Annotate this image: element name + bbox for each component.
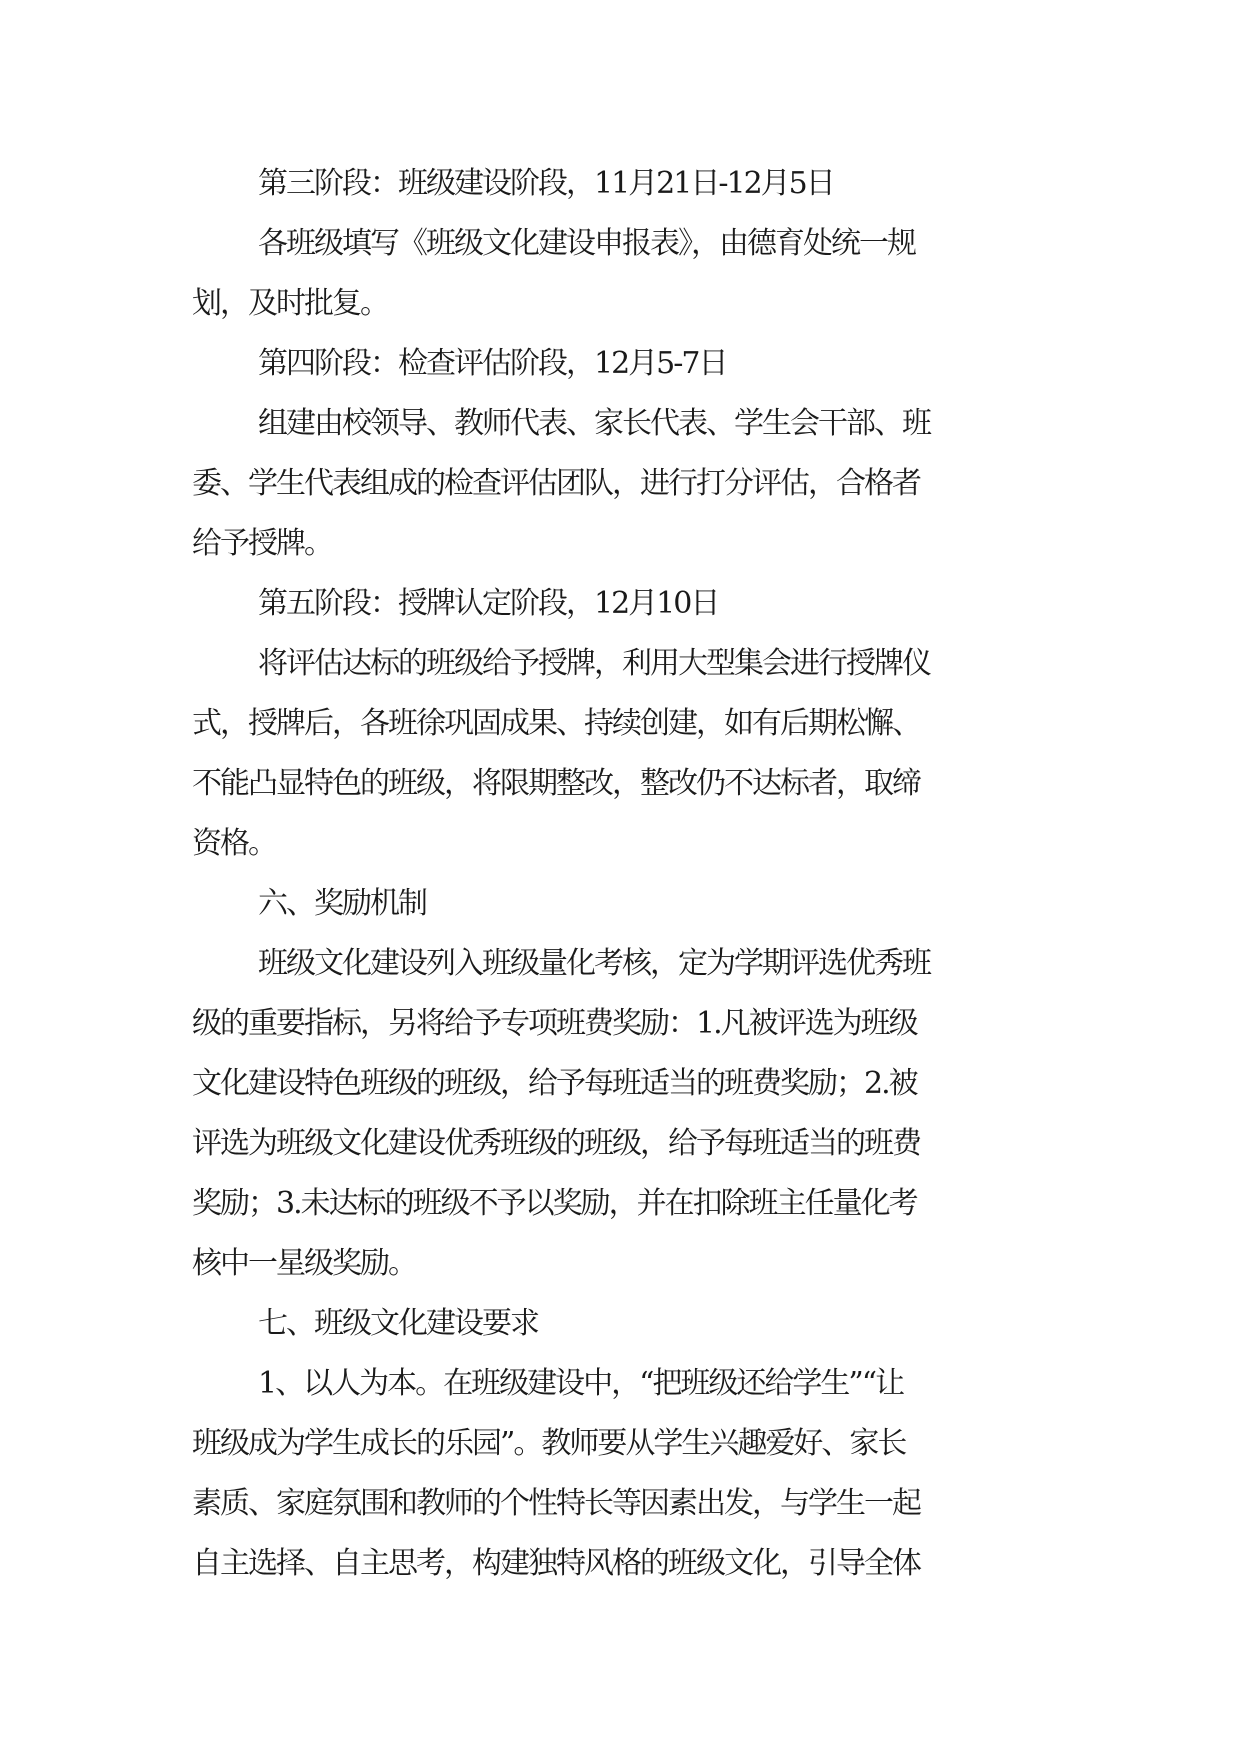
section-six-heading: 六、奖励机制	[258, 886, 426, 921]
paragraph-line: 奖励；3.未达标的班级不予以奖励，并在扣除班主任量化考	[192, 1186, 917, 1221]
paragraph-line: 将评估达标的班级给予授牌，利用大型集会进行授牌仪	[258, 646, 930, 681]
paragraph-line: 给予授牌。	[192, 526, 332, 561]
stage-four-heading: 第四阶段：检查评估阶段，12月5-7日	[258, 346, 727, 381]
paragraph-line: 1、以人为本。在班级建设中，“把班级还给学生”“让	[258, 1366, 904, 1401]
paragraph-line: 不能凸显特色的班级，将限期整改，整改仍不达标者，取缔	[192, 766, 920, 801]
paragraph-line: 素质、家庭氛围和教师的个性特长等因素出发，与学生一起	[192, 1486, 920, 1521]
paragraph-line: 级的重要指标，另将给予专项班费奖励：1.凡被评选为班级	[192, 1006, 917, 1041]
paragraph-line: 核中一星级奖励。	[192, 1246, 416, 1281]
paragraph-line: 组建由校领导、教师代表、家长代表、学生会干部、班	[258, 406, 930, 441]
paragraph-line: 评选为班级文化建设优秀班级的班级，给予每班适当的班费	[192, 1126, 920, 1161]
paragraph-line: 班级文化建设列入班级量化考核，定为学期评选优秀班	[258, 946, 930, 981]
paragraph-line: 资格。	[192, 826, 276, 861]
paragraph-line: 班级成为学生成长的乐园”。教师要从学生兴趣爱好、家长	[192, 1426, 906, 1461]
paragraph-line: 划，及时批复。	[192, 286, 388, 321]
paragraph-line: 各班级填写《班级文化建设申报表》，由德育处统一规	[258, 226, 915, 261]
paragraph-line: 式，授牌后，各班徐巩固成果、持续创建，如有后期松懈、	[192, 706, 920, 741]
section-seven-heading: 七、班级文化建设要求	[258, 1306, 538, 1341]
stage-five-heading: 第五阶段：授牌认定阶段，12月10日	[258, 586, 719, 621]
stage-three-heading: 第三阶段：班级建设阶段，11月21日-12月5日	[258, 166, 834, 201]
paragraph-line: 自主选择、自主思考，构建独特风格的班级文化，引导全体	[192, 1546, 920, 1581]
paragraph-line: 文化建设特色班级的班级，给予每班适当的班费奖励；2.被	[192, 1066, 917, 1101]
paragraph-line: 委、学生代表组成的检查评估团队，进行打分评估，合格者	[192, 466, 920, 501]
